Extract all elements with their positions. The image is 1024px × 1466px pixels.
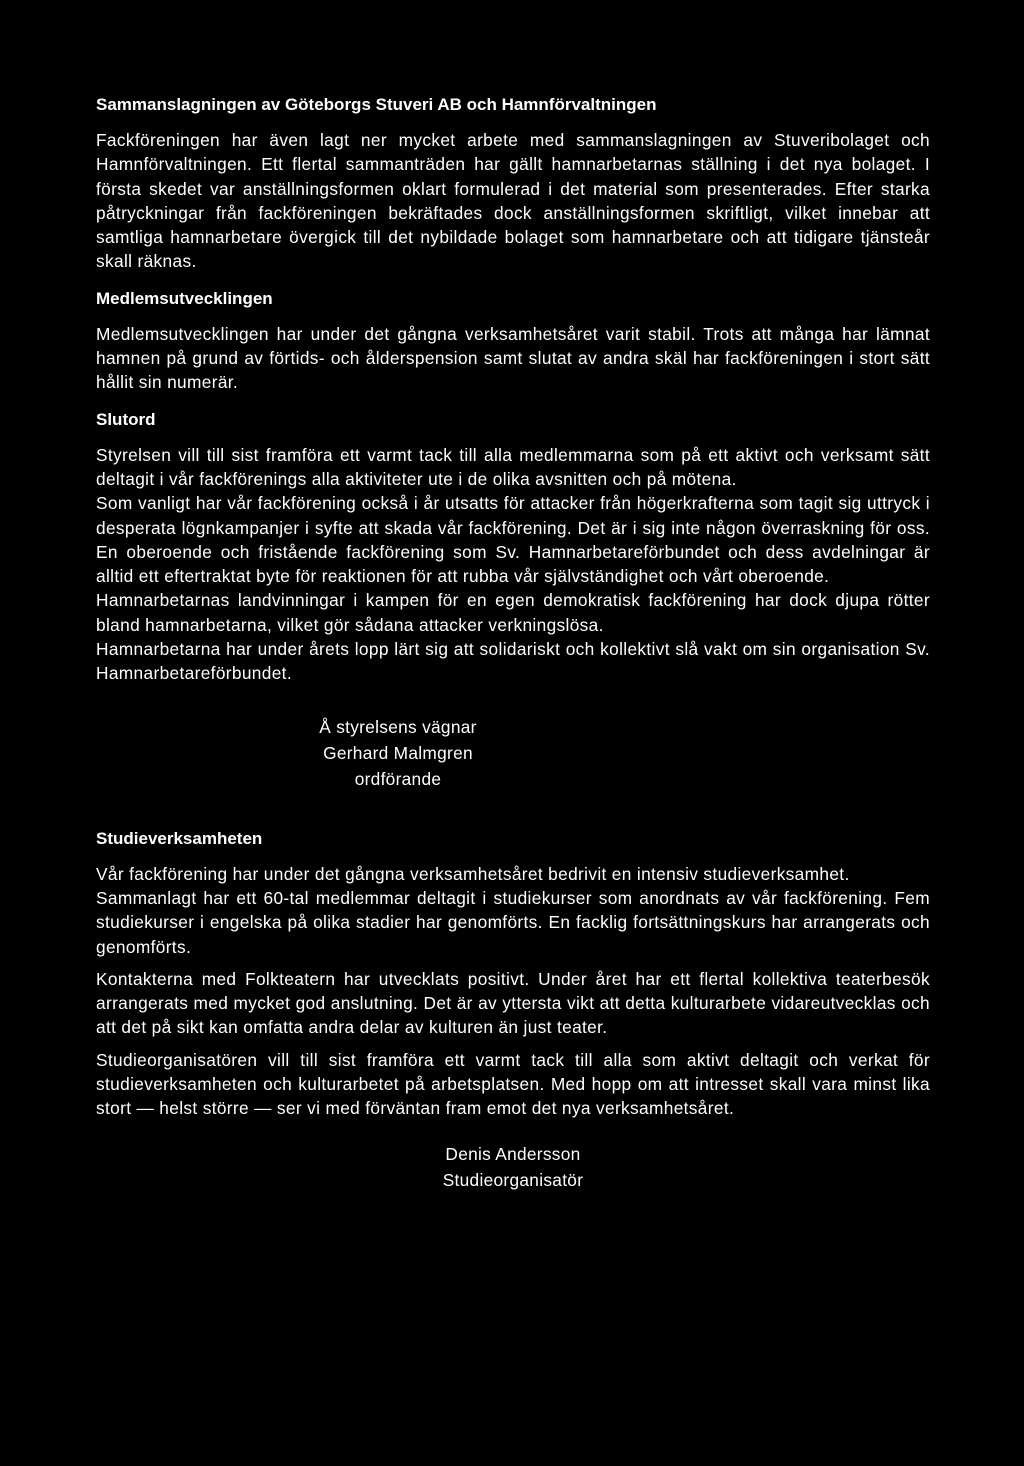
document-page	[96, 92, 930, 1193]
merger-heading: Sammanslagningen av Göteborgs Stuveri AB och Hamnförvaltningen	[96, 95, 657, 114]
closing-paragraph-3: Hamnarbetarnas landvinningar i kampen för en egen demokratisk fackförening har dock djupa rötter bland hamnarbetarna, vilket gör sådana attacker verkningslösa.	[96, 590, 930, 635]
signature-line: Å styrelsens vägnar	[319, 716, 477, 737]
signature-name: Gerhard Malmgren	[323, 742, 473, 763]
study-heading: Studieverksamheten	[96, 828, 263, 848]
membership-paragraph: Medlemsutvecklingen har under det gångna verksamhetsåret varit stabil. Trots att många har lämnat hamnen på grund av förtids- och ålderspension samt slutat av andra skäl har fackföreningen i stort sätt hållit sin numerär.	[96, 323, 930, 393]
study-paragraph-1: Vår fackförening har under det gångna verksamhetsåret bedrivit en intensiv studieverksamhet.	[96, 863, 850, 884]
membership-heading: Medlemsutvecklingen	[96, 288, 273, 308]
board-signature	[96, 714, 700, 792]
closing-paragraph-2: Som vanligt har vår fackförening också i år utsatts för attacker från högerkrafterna som tagit sig uttryck i desperata lögnkampanjer i syfte att skada vår fackförening. Det är i sig inte någon överraskning för oss. En oberoende och fristående fackförening som Sv. Hamnarbetareförbundet och dess avdelningar är alltid ett eftertraktat byte för reaktionen för att rubba vår självständighet och vårt oberoende.	[96, 493, 930, 587]
study-signature-name: Denis Andersson	[445, 1143, 581, 1164]
study-signature	[96, 1141, 930, 1193]
study-paragraph-2: Sammanlagt har ett 60-tal medlemmar deltagit i studiekurser som anordnats av vår fackförening. Fem studiekurser i engelska på olika stadier har genomförts. En facklig fortsättningskurs har arrangerats och genomförts.	[96, 887, 930, 957]
signature-title: ordförande	[354, 768, 442, 789]
study-signature-title: Studieorganisatör	[442, 1169, 584, 1190]
closing-paragraph-4: Hamnarbetarna har under årets lopp lärt sig att solidariskt och kollektivt slå vakt om sin organisation Sv. Hamnarbetareförbundet.	[96, 639, 930, 684]
merger-paragraph: Fackföreningen har även lagt ner mycket arbete med sammanslagningen av Stuveribolaget och Hamnförvaltningen. Ett flertal sammanträden har gällt hamnarbetarnas ställning i det nya bolaget. I första skedet var anställningsformen oklart formulerad i det material som presenterades. Efter starka påtryckningar från fackföreningen bekräftades dock anställningsformen skriftligt, vilket innebar att samtliga hamnarbetare övergick till det nybildade bolaget som hamnarbetare och att tidigare tjänsteår skall räknas.	[96, 130, 930, 272]
closing-heading: Slutord	[96, 409, 156, 429]
closing-paragraph-1: Styrelsen vill till sist framföra ett varmt tack till alla medlemmarna som på ett aktivt och verksamt sätt deltagit i vår fackförenings alla aktiviteter ute i de olika avsnitten och på mötena.	[96, 444, 930, 489]
study-paragraph-3: Kontakterna med Folkteatern har utvecklats positivt. Under året har ett flertal kollektiva teaterbesök arrangerats med mycket god anslutning. Det är av yttersta vikt att detta kulturarbete vidareutvecklas och att det på sikt kan omfatta andra delar av kulturen än just teater.	[96, 968, 930, 1038]
study-paragraph-4: Studieorganisatören vill till sist framföra ett varmt tack till alla som aktivt deltagit och verkat för studieverksamheten och kulturarbetet på arbetsplatsen. Med hopp om att intresset skall vara minst lika stort — helst större — ser vi med förväntan fram emot det nya verksamhetsåret.	[96, 1049, 930, 1119]
